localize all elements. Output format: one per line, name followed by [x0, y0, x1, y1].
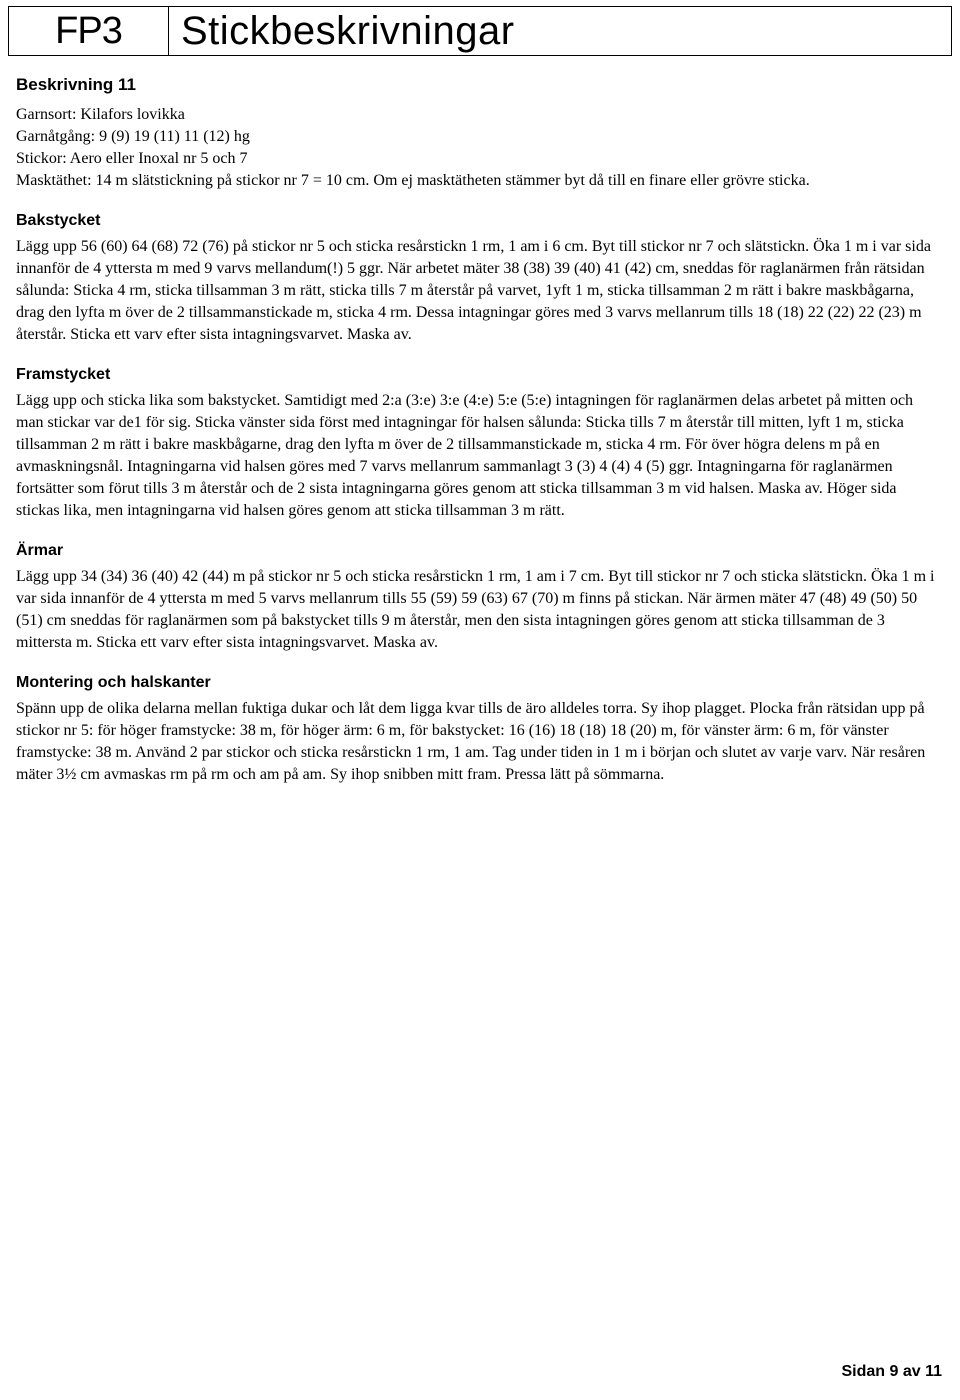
- section-heading: Framstycket: [16, 366, 111, 383]
- document-content: [16, 74, 942, 804]
- section-text: Lägg upp 34 (34) 36 (40) 42 (44) m på stickor nr 5 och sticka resårstickn 1 rm, 1 am i 7 cm. Byt till stickor nr 7 och sticka slätstickn. Öka 1 m i var sida innanför de 4 yttersta m med 5 varvs mellanrum tills 55 (59) 59 (63) 67 (70) m finns på stickan. När ärmen mäter 47 (48) 49 (50) 50 (51) cm sneddas för raglanärmen som på bakstycket tills 9 m återstår, men den sista intagningen göres genom att sticka tillsamman de 3 mittersta m. Sticka ett varv efter sista intagningsvarvet. Maska av.: [16, 568, 935, 651]
- description-title: Beskrivning 11: [16, 75, 137, 94]
- section-sleeves: [16, 540, 942, 654]
- section-text: Lägg upp 56 (60) 64 (68) 72 (76) på stickor nr 5 och sticka resårstickn 1 rm, 1 am i 6 cm. Byt till stickor nr 7 och slätstickn. Öka 1 m i var sida innanför de 4 yttersta m med 9 varvs mellandum(!) 5 ggr. När arbetet mäter 38 (38) 39 (40) 41 (42) cm, sneddas för raglanärmen från rätsidan sålunda: Sticka 4 rm, sticka tillsamman 3 m rätt, sticka tills 7 m återstår på varvet, 1yft 1 m, sticka tillsamman 2 m rätt i bakre maskbågarna, drag den lyfta m över de 2 tillsammanstickade m, sticka 4 rm. Dessa intagningar göres med 3 varvs mellanrum tills 18 (18) 22 (22) 22 (23) m återstår. Sticka ett varv efter sista intagningsvarvet. Maska av.: [16, 238, 931, 343]
- spec-yarn: Garnsort: Kilafors lovikka: [16, 106, 185, 123]
- document-code: FP3: [9, 7, 169, 55]
- spec-gauge: Masktäthet: 14 m slätstickning på stickor nr 7 = 10 cm. Om ej masktätheten stämmer byt då till en finare eller grövre sticka.: [16, 172, 810, 189]
- section-text: Lägg upp och sticka lika som bakstycket. Samtidigt med 2:a (3:e) 3:e (4:e) 5:e (5:e) intagningen för raglanärmen delas arbetet på mitten och man stickar var de1 för sig. Sticka vänster sida först med intagningar för halsen sålunda: Sticka tills 7 m återstår till mitten, lyft 1 m, sticka tillsamman 2 m rätt i bakre maskbågarne, drag den lyfta m över de 2 tillsammanstickade m, sticka 4 rm. För över högra delens m på en avmaskningsnål. Intagningarna vid halsen göres med 7 varvs mellanrum sammanlagt 3 (3) 4 (4) 4 (5) ggr. Intagningarna för raglanärmen fortsätter som förut tills 3 m återstår och de 2 sista intagningarna göres genom att sticka tillsamman 3 m vid halsen. Maska av. Höger sida stickas lika, men intagningarna vid halsen göres genom att sticka tillsamman 3 m rätt.: [16, 392, 914, 519]
- section-heading: Bakstycket: [16, 212, 101, 229]
- document-title: Stickbeskrivningar: [181, 8, 515, 53]
- page-number: Sidan 9 av 11: [841, 1363, 942, 1380]
- spec-needles: Stickor: Aero eller Inoxal nr 5 och 7: [16, 150, 248, 167]
- section-back-piece: [16, 210, 942, 346]
- spec-yarn-amount: Garnåtgång: 9 (9) 19 (11) 11 (12) hg: [16, 128, 250, 145]
- section-heading: Montering och halskanter: [16, 674, 211, 691]
- section-heading: Ärmar: [16, 542, 64, 559]
- section-assembly: [16, 672, 942, 786]
- spec-list: [16, 104, 942, 192]
- section-text: Spänn upp de olika delarna mellan fuktiga dukar och låt dem ligga kvar tills de äro alldeles torra. Sy ihop plagget. Plocka från rätsidan upp på stickor nr 5: för höger framstycke: 38 m, för höger ärm: 6 m, för bakstycket: 16 (16) 18 (18) 18 (20) m, för vänster ärm: 6 m, för vänster framstycke: 38 m. Använd 2 par stickor och sticka resårstickn 1 rm, 1 am. Tag under tiden in 1 m i början och slutet av varje varv. När resåren mäter 3½ cm avmaskas rm på rm och am på am. Sy ihop snibben mitt fram. Pressa lätt på sömmarna.: [16, 700, 926, 783]
- section-front-piece: [16, 364, 942, 522]
- page-header: [8, 6, 952, 56]
